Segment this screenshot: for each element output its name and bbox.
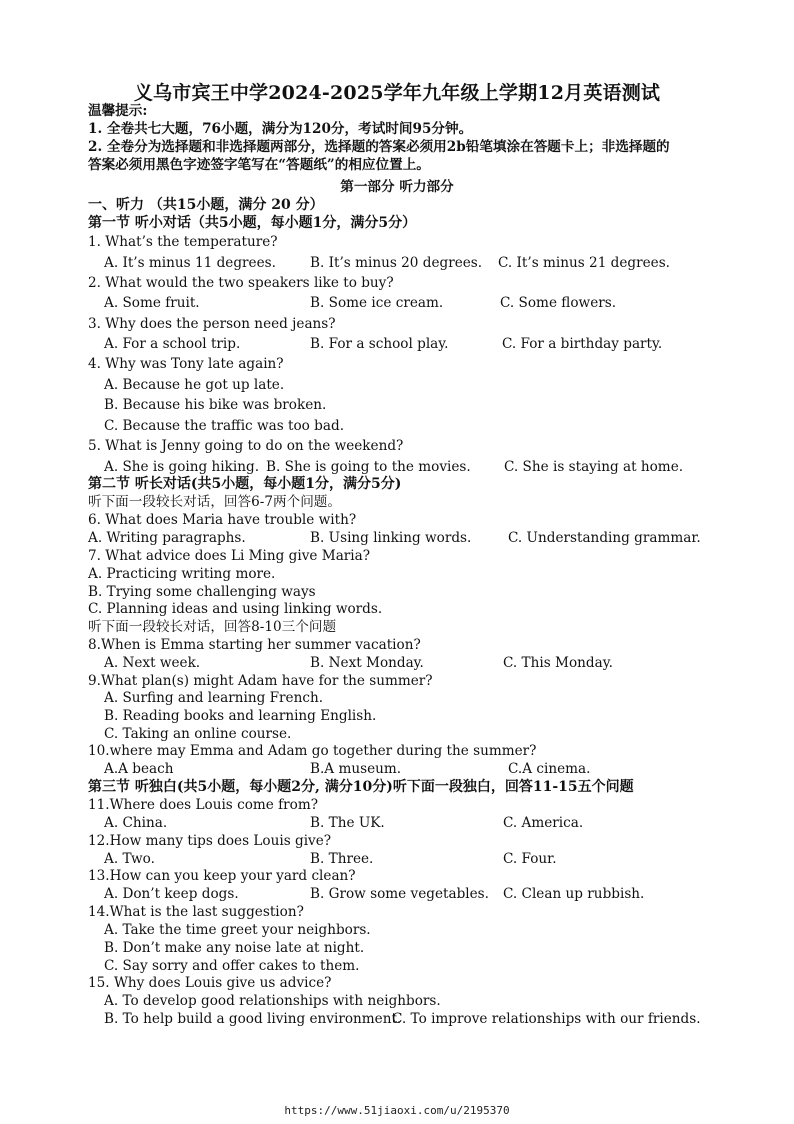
q10-option-c: C.A cinema. [508,761,591,777]
q7-option-c: C. Planning ideas and using linking words. [88,601,383,617]
q7-option-b: B. Trying some challenging ways [88,584,316,600]
question-4: 4. Why was Tony late again? [88,356,284,372]
q15-option-b: B. To help build a good living environment. [104,1011,402,1027]
q6-option-c: C. Understanding grammar. [508,530,701,546]
q4-option-a: A. Because he got up late. [104,377,285,393]
q1-option-a: A. It’s minus 11 degrees. [104,255,276,271]
q9-option-a: A. Surfing and learning French. [104,690,324,706]
question-12: 12.How many tips does Louis give? [88,833,332,849]
q6-option-a: A. Writing paragraphs. [88,530,246,546]
section-1-heading: 第一节 听小对话（共5小题，每小题1分，满分5分） [88,215,417,231]
question-9: 9.What plan(s) might Adam have for the summer? [88,673,433,689]
footer-watermark-url: https://www.51jiaoxi.com/u/2195370 [284,1104,510,1117]
q15-option-c: C. To improve relationships with our friends. [392,1011,701,1027]
q8-option-a: A. Next week. [104,655,201,671]
q12-option-a: A. Two. [104,851,155,867]
question-10: 10.where may Emma and Adam go together during the summer? [88,743,537,759]
tip-1: 1. 全卷共七大题，76小题，满分为120分，考试时间95分钟。 [88,121,473,137]
q10-option-a: A.A beach [104,761,174,777]
q13-option-b: B. Grow some vegetables. [310,886,489,902]
q8-option-c: C. This Monday. [503,655,613,671]
q11-option-c: C. America. [503,815,584,831]
q8-option-b: B. Next Monday. [310,655,424,671]
q2-option-c: C. Some flowers. [500,295,617,311]
q15-option-a: A. To develop good relationships with neighbors. [104,993,441,1009]
q4-option-b: B. Because his bike was broken. [104,397,327,413]
question-2: 2. What would the two speakers like to buy? [88,275,394,291]
q2-option-b: B. Some ice cream. [310,295,444,311]
question-1: 1. What’s the temperature? [88,234,278,250]
question-14: 14.What is the last suggestion? [88,904,304,920]
section-listening: 一、听力 （共15小题，满分 20 分） [88,197,324,213]
question-5: 5. What is Jenny going to do on the weekend? [88,438,404,454]
part1-heading: 第一部分 听力部分 [340,179,454,195]
question-6: 6. What does Maria have trouble with? [88,512,357,528]
q3-option-c: C. For a birthday party. [502,336,663,352]
question-3: 3. Why does the person need jeans? [88,316,336,332]
q9-option-b: B. Reading books and learning English. [104,708,377,724]
q13-option-c: C. Clean up rubbish. [503,886,645,902]
q10-option-b: B.A museum. [310,761,402,777]
q12-option-b: B. Three. [310,851,374,867]
tip-2a: 2. 全卷分为选择题和非选择题两部分，选择题的答案必须用2b铅笔填涂在答题卡上；非选择题的 [88,139,670,155]
tip-2b: 答案必须用黑色字迹签字笔写在“答题纸”的相应位置上。 [88,157,430,173]
q14-option-b: B. Don’t make any noise late at night. [104,940,365,956]
question-11: 11.Where does Louis come from? [88,797,319,813]
q5-option-c: C. She is staying at home. [504,459,684,475]
question-8: 8.When is Emma starting her summer vacation? [88,637,421,653]
section-2-note-2: 听下面一段较长对话，回答8-10三个问题 [88,619,337,635]
page-title: 义乌市宾王中学2024-2025学年九年级上学期12月英语测试 [133,82,661,104]
section-2-note-1: 听下面一段较长对话，回答6-7两个问题。 [88,494,341,510]
q1-option-b: B. It’s minus 20 degrees. [310,255,483,271]
q2-option-a: A. Some fruit. [104,295,200,311]
question-15: 15. Why does Louis give us advice? [88,975,332,991]
q9-option-c: C. Taking an online course. [104,726,292,742]
q5-option-a: A. She is going hiking. [104,459,260,475]
tips-heading: 温馨提示: [88,103,148,119]
q14-option-c: C. Say sorry and offer cakes to them. [104,958,360,974]
q11-option-b: B. The UK. [310,815,385,831]
q11-option-a: A. China. [104,815,168,831]
q4-option-c: C. Because the traffic was too bad. [104,418,345,434]
section-2-heading: 第二节 听长对话(共5小题，每小题1分，满分5分) [88,476,402,492]
q7-option-a: A. Practicing writing more. [88,566,276,582]
q1-option-c: C. It’s minus 21 degrees. [498,255,671,271]
q13-option-a: A. Don’t keep dogs. [104,886,239,902]
question-13: 13.How can you keep your yard clean? [88,868,356,884]
section-3-heading: 第三节 听独白(共5小题，每小题2分, 满分10分)听下面一段独白，回答11-15五个问题 [88,779,634,795]
q3-option-a: A. For a school trip. [104,336,241,352]
q5-option-b: B. She is going to the movies. [266,459,471,475]
q3-option-b: B. For a school play. [310,336,449,352]
q14-option-a: A. Take the time greet your neighbors. [104,922,371,938]
q6-option-b: B. Using linking words. [310,530,472,546]
q12-option-c: C. Four. [503,851,557,867]
question-7: 7. What advice does Li Ming give Maria? [88,548,371,564]
